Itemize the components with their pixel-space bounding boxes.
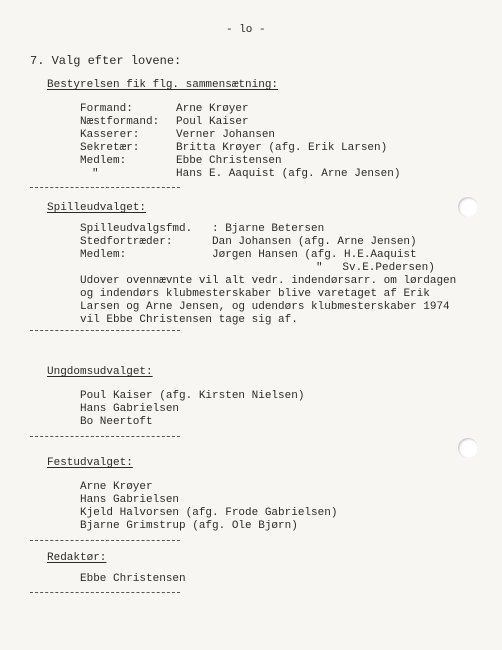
board-name: Poul Kaiser (176, 116, 249, 128)
member-line: Bjarne Grimstrup (afg. Ole Bjørn) (80, 520, 298, 532)
separator-line (30, 592, 180, 593)
board-row (80, 103, 249, 116)
committee-row (80, 223, 324, 236)
board-row (80, 142, 387, 155)
board-role: Formand: (80, 103, 133, 115)
member-line: Kjeld Halvorsen (afg. Frode Gabrielsen) (80, 507, 338, 519)
separator-line (30, 187, 180, 188)
separator-line (30, 540, 180, 541)
committee-name: Jørgen Hansen (afg. H.E.Aaquist (212, 249, 417, 261)
board-row (80, 116, 249, 129)
paragraph-line: Udover ovennævnte vil alt vedr. indendørsarr. om lørdagen (80, 275, 457, 287)
committee-ditto-line: " Sv.E.Pedersen) (316, 262, 435, 274)
member-line: Ebbe Christensen (80, 573, 186, 585)
board-name: Hans E. Aaquist (afg. Arne Jensen) (176, 168, 401, 180)
board-role: Sekretær: (80, 142, 140, 154)
bestyrelse-heading: Bestyrelsen fik flg. sammensætning: (47, 79, 279, 91)
board-row (80, 129, 275, 142)
redaktor-heading: Redaktør: (47, 552, 107, 564)
board-role-ditto: " (92, 168, 99, 180)
page-number: - lo - (226, 24, 266, 36)
board-row (80, 155, 282, 168)
committee-role: Spilleudvalgsfmd. (80, 223, 193, 235)
committee-row (80, 236, 417, 249)
committee-role: Stedfortræder: (80, 236, 173, 248)
member-line: Hans Gabrielsen (80, 494, 180, 506)
board-name: Verner Johansen (176, 129, 276, 141)
board-name: Britta Krøyer (afg. Erik Larsen) (176, 142, 388, 154)
board-role: Kasserer: (80, 129, 140, 141)
paragraph-line: vil Ebbe Christensen tage sig af. (80, 314, 298, 326)
separator-line (30, 330, 180, 331)
board-name: Ebbe Christensen (176, 155, 282, 167)
member-line: Poul Kaiser (afg. Kirsten Nielsen) (80, 390, 305, 402)
separator-line (30, 436, 180, 437)
committee-row (80, 249, 417, 262)
committee-role: Medlem: (80, 249, 127, 261)
ungdom-heading: Ungdomsudvalget: (47, 366, 153, 378)
section-title: 7. Valg efter lovene: (30, 54, 182, 68)
fest-heading: Festudvalget: (47, 457, 133, 469)
board-role: Medlem: (80, 155, 127, 167)
committee-name: : Bjarne Betersen (212, 223, 325, 235)
board-role: Næstformand: (80, 116, 160, 128)
punch-hole (458, 438, 478, 458)
paragraph-line: og indendørs klubmesterskaber blive varetaget af Erik (80, 288, 430, 300)
board-row (80, 168, 400, 181)
punch-hole (458, 197, 478, 217)
member-line: Hans Gabrielsen (80, 403, 180, 415)
spilleudvalg-heading: Spilleudvalget: (47, 202, 147, 214)
board-name: Arne Krøyer (176, 103, 249, 115)
member-line: Arne Krøyer (80, 481, 153, 493)
member-line: Bo Neertoft (80, 416, 153, 428)
committee-name: Dan Johansen (afg. Arne Jensen) (212, 236, 417, 248)
paragraph-line: Larsen og Arne Jensen, og udendørs klubmesterskaber 1974 (80, 301, 450, 313)
